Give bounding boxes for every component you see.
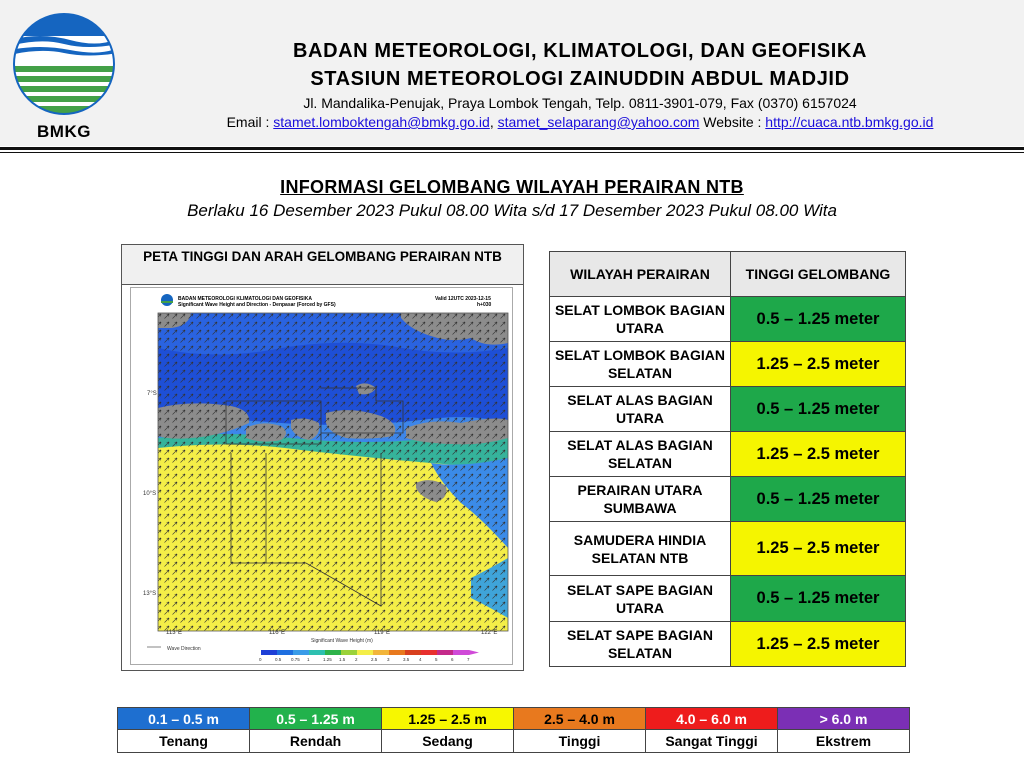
lon-tick: 122°E	[481, 630, 498, 636]
region-cell: SELAT LOMBOK BAGIAN UTARA	[550, 297, 731, 342]
email-link-2[interactable]: stamet_selaparang@yahoo.com	[497, 114, 700, 130]
colorbar-tick: 3.5	[403, 657, 410, 662]
wave-height-colorbar	[261, 650, 479, 655]
map-panel-title: PETA TINGGI DAN ARAH GELOMBANG PERAIRAN NTB	[122, 245, 523, 285]
wave-map-graphic	[131, 288, 513, 665]
station-name: STASIUN METEOROLOGI ZAINUDDIN ABDUL MADJID	[310, 68, 850, 90]
colorbar-tick: 0.75	[291, 657, 300, 662]
bmkg-emblem-icon	[10, 10, 118, 118]
colorbar-tick: 6	[451, 657, 454, 662]
logo-text: BMKG	[37, 122, 91, 141]
legend-category: Tenang	[118, 730, 250, 753]
region-cell: SELAT ALAS BAGIAN UTARA	[550, 387, 731, 432]
lon-tick: 119°E	[374, 630, 390, 636]
colorbar-tick: 0	[259, 657, 262, 662]
col-height-header: TINGGI GELOMBANG	[731, 252, 906, 297]
lat-tick: 10°S	[143, 491, 157, 497]
wave-height-cell: 0.5 – 1.25 meter	[731, 387, 906, 432]
colorbar-tick: 5	[435, 657, 438, 662]
region-cell: SELAT ALAS BAGIAN SELATAN	[550, 432, 731, 477]
colorbar-tick: 0.5	[275, 657, 282, 662]
website-label: Website :	[703, 114, 762, 130]
table-row	[550, 342, 906, 387]
wave-height-table	[549, 251, 906, 667]
legend-range: 2.5 – 4.0 m	[514, 708, 646, 730]
website-link[interactable]: http://cuaca.ntb.bmkg.go.id	[765, 114, 934, 130]
region-cell: SAMUDERA HINDIA SELATAN NTB	[550, 522, 731, 576]
legend-category: Rendah	[250, 730, 382, 753]
wave-height-cell: 0.5 – 1.25 meter	[731, 297, 906, 342]
lon-tick: 116°E	[269, 630, 285, 636]
map-product-title: Significant Wave Height and Direction - Denpasar (Forced by GFS)	[178, 302, 336, 308]
colorbar-tick: 2	[355, 657, 358, 662]
region-cell: SELAT LOMBOK BAGIAN SELATAN	[550, 342, 731, 387]
colorbar-tick: 1.25	[323, 657, 332, 662]
wave-map	[130, 287, 513, 665]
wave-height-cell: 1.25 – 2.5 meter	[731, 432, 906, 477]
map-forecast-hour: h+030	[477, 302, 492, 308]
table-row	[550, 522, 906, 576]
map-valid-time: Valid 12UTC 2023-12-15	[435, 296, 491, 302]
wave-category-legend	[117, 707, 910, 753]
legend-category: Sedang	[382, 730, 514, 753]
colorbar-tick: 2.5	[371, 657, 378, 662]
colorbar-tick: 1.5	[339, 657, 346, 662]
wave-height-cell: 0.5 – 1.25 meter	[731, 576, 906, 622]
email-link-1[interactable]: stamet.lomboktengah@bmkg.go.id	[273, 114, 490, 130]
table-row	[550, 432, 906, 477]
wave-height-cell: 1.25 – 2.5 meter	[731, 342, 906, 387]
lon-tick: 113°E	[166, 630, 182, 636]
table-row	[550, 387, 906, 432]
address: Jl. Mandalika-Penujak, Praya Lombok Tengah, Telp. 0811-3901-079, Fax (0370) 6157024	[303, 95, 857, 111]
org-name: BADAN METEOROLOGI, KLIMATOLOGI, DAN GEOFISIKA	[292, 40, 868, 62]
colorbar-title: Significant Wave Height (m)	[311, 638, 373, 644]
colorbar-tick: 4	[419, 657, 422, 662]
table-row	[550, 622, 906, 667]
colorbar-tick: 3	[387, 657, 390, 662]
legend-range: 1.25 – 2.5 m	[382, 708, 514, 730]
legend-range: > 6.0 m	[778, 708, 910, 730]
table-row	[550, 477, 906, 522]
col-region-header: WILAYAH PERAIRAN	[550, 252, 731, 297]
region-cell: PERAIRAN UTARA SUMBAWA	[550, 477, 731, 522]
lat-tick: 7°S	[147, 391, 157, 397]
lat-tick: 13°S	[143, 591, 157, 597]
table-row	[550, 576, 906, 622]
table-row	[550, 297, 906, 342]
header-divider-thin	[0, 152, 1024, 153]
legend-category: Ekstrem	[778, 730, 910, 753]
document-title: INFORMASI GELOMBANG WILAYAH PERAIRAN NTB	[280, 177, 744, 197]
header-divider	[0, 147, 1024, 150]
contact-line	[150, 114, 1010, 130]
map-org-title: BADAN METEOROLOGI KLIMATOLOGI DAN GEOFISIKA	[178, 296, 312, 302]
region-cell: SELAT SAPE BAGIAN SELATAN	[550, 622, 731, 667]
colorbar-tick: 7	[467, 657, 470, 662]
legend-range: 4.0 – 6.0 m	[646, 708, 778, 730]
legend-category: Tinggi	[514, 730, 646, 753]
legend-range: 0.1 – 0.5 m	[118, 708, 250, 730]
wave-map-panel	[121, 244, 524, 671]
bmkg-logo	[10, 10, 118, 142]
email-separator: ,	[489, 114, 494, 130]
region-cell: SELAT SAPE BAGIAN UTARA	[550, 576, 731, 622]
validity-period: Berlaku 16 Desember 2023 Pukul 08.00 Wita s/d 17 Desember 2023 Pukul 08.00 Wita	[187, 201, 837, 220]
legend-range: 0.5 – 1.25 m	[250, 708, 382, 730]
wave-direction-label: Wave Direction	[167, 646, 201, 652]
wave-height-cell: 0.5 – 1.25 meter	[731, 477, 906, 522]
colorbar-tick: 1	[307, 657, 310, 662]
email-label: Email :	[226, 114, 270, 130]
wave-height-cell: 1.25 – 2.5 meter	[731, 522, 906, 576]
legend-category: Sangat Tinggi	[646, 730, 778, 753]
wave-height-cell: 1.25 – 2.5 meter	[731, 622, 906, 667]
